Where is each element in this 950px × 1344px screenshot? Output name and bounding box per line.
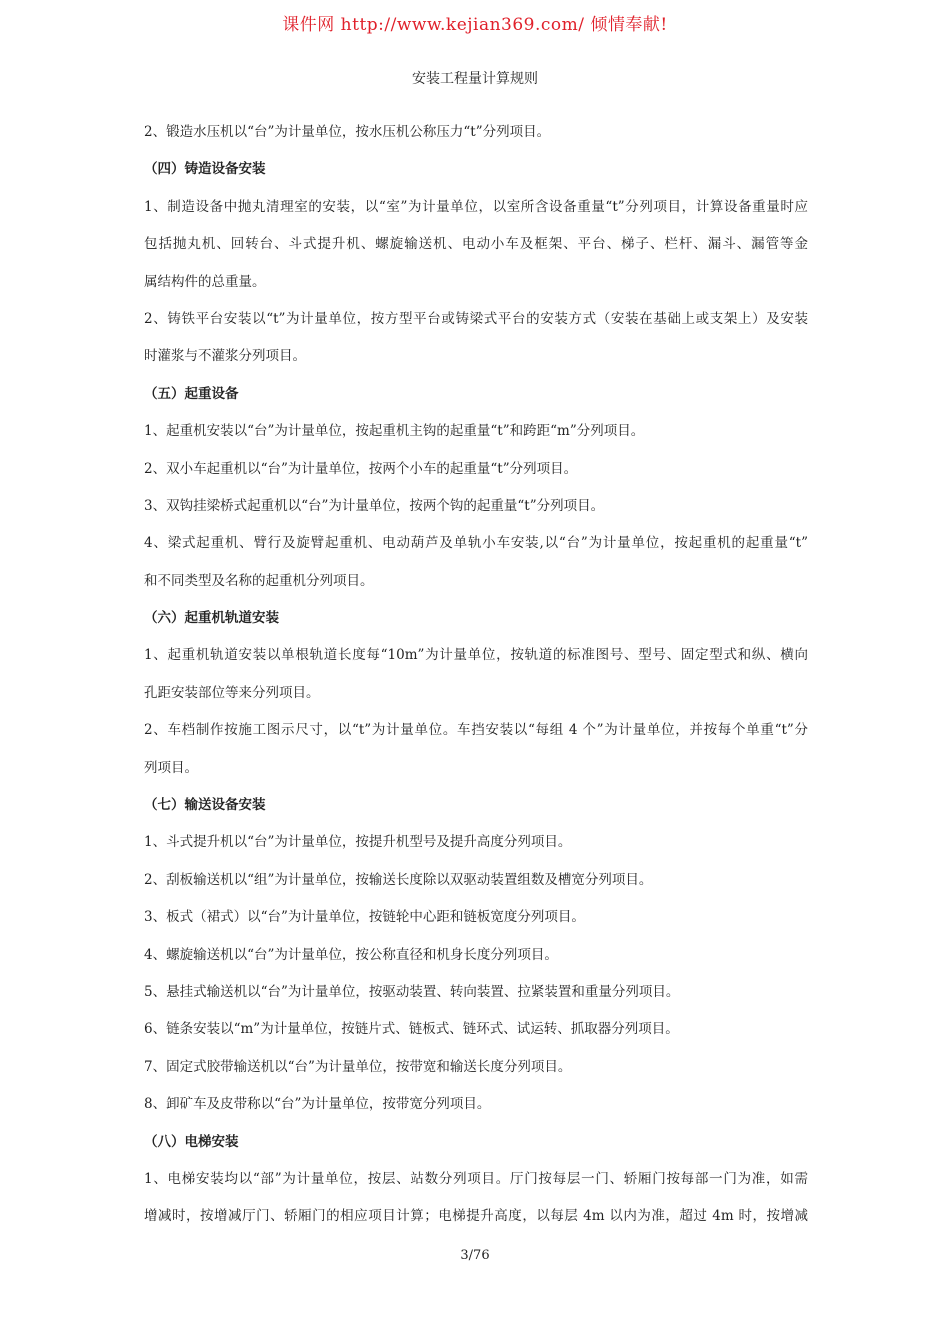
paragraph-line: 孔距安装部位等来分列项目。 [144,684,320,701]
paragraph-line: 4、螺旋输送机以“台”为计量单位，按公称直径和机身长度分列项目。 [144,946,558,963]
page-number: 3/76 [460,1248,490,1263]
paragraph-line: 列项目。 [144,759,198,776]
paragraph-line: 1、起重机安装以“台”为计量单位，按起重机主钩的起重量“t”和跨距“m”分列项目。 [144,423,645,440]
paragraph-line: 2、刮板输送机以“组”为计量单位，按输送长度除以双驱动装置组数及槽宽分列项目。 [144,871,653,888]
section-heading: （五）起重设备 [144,385,239,402]
paragraph-line: 5、悬挂式输送机以“台”为计量单位，按驱动装置、转向装置、拉紧装置和重量分列项目。 [144,983,680,1000]
paragraph-line: 时灌浆与不灌浆分列项目。 [144,348,306,365]
section-heading: （七）输送设备安装 [144,797,266,814]
section-heading: （六）起重机轨道安装 [144,610,279,627]
watermark-header: 课件网 http://www.kejian369.com/ 倾情奉献! [282,15,668,35]
paragraph-line: 1、制造设备中抛丸清理室的安装，以“室”为计量单位，以室所含设备重量“t”分列项目，计算设备重量时应 [144,198,808,215]
paragraph-line: 3、板式（裙式）以“台”为计量单位，按链轮中心距和链板宽度分列项目。 [144,909,585,926]
paragraph-line: 1、斗式提升机以“台”为计量单位，按提升机型号及提升高度分列项目。 [144,834,572,851]
paragraph-line: 2、车档制作按施工图示尺寸，以“t”为计量单位。车挡安装以“每组 4 个”为计量单位，并按每个单重“t”分 [144,722,808,739]
paragraph-line: 1、起重机轨道安装以单根轨道长度每“10m”为计量单位，按轨道的标准图号、型号、固定型式和纵、横向 [144,647,808,664]
paragraph-line: 7、固定式胶带输送机以“台”为计量单位，按带宽和输送长度分列项目。 [144,1058,572,1075]
paragraph-line: 增减时，按增减厅门、轿厢门的相应项目计算；电梯提升高度，以每层 4m 以内为准，超过 4m 时，按增减 [144,1208,808,1225]
section-heading: （四）铸造设备安装 [144,161,266,178]
paragraph-line: 6、链条安装以“m”为计量单位，按链片式、链板式、链环式、试运转、抓取器分列项目。 [144,1021,679,1038]
paragraph-line: 4、梁式起重机、臂行及旋臂起重机、电动葫芦及单轨小车安装,以“台”为计量单位，按起重机的起重量“t” [144,535,808,552]
paragraph-line: 8、卸矿车及皮带称以“台”为计量单位，按带宽分列项目。 [144,1096,491,1113]
document-body [144,114,808,1236]
paragraph-line: 包括抛丸机、回转台、斗式提升机、螺旋输送机、电动小车及框架、平台、梯子、栏杆、漏斗、漏管等金 [144,236,808,253]
paragraph-line: 3、双钩挂梁桥式起重机以“台”为计量单位，按两个钩的起重量“t”分列项目。 [144,497,605,514]
paragraph-line: 属结构件的总重量。 [144,273,266,290]
paragraph-line: 2、双小车起重机以“台”为计量单位，按两个小车的起重量“t”分列项目。 [144,460,578,477]
paragraph-line: 2、铸铁平台安装以“t”为计量单位，按方型平台或铸梁式平台的安装方式（安装在基础上或支架上）及安装 [144,310,808,327]
paragraph-line: 和不同类型及名称的起重机分列项目。 [144,572,374,589]
section-heading: （八）电梯安装 [144,1133,239,1150]
document-title: 安装工程量计算规则 [412,71,538,87]
paragraph-line: 2、锻造水压机以“台”为计量单位，按水压机公称压力“t”分列项目。 [144,124,551,140]
paragraph-line: 1、电梯安装均以“部”为计量单位，按层、站数分列项目。厅门按每层一门、轿厢门按每部一门为准，如需 [144,1170,808,1187]
